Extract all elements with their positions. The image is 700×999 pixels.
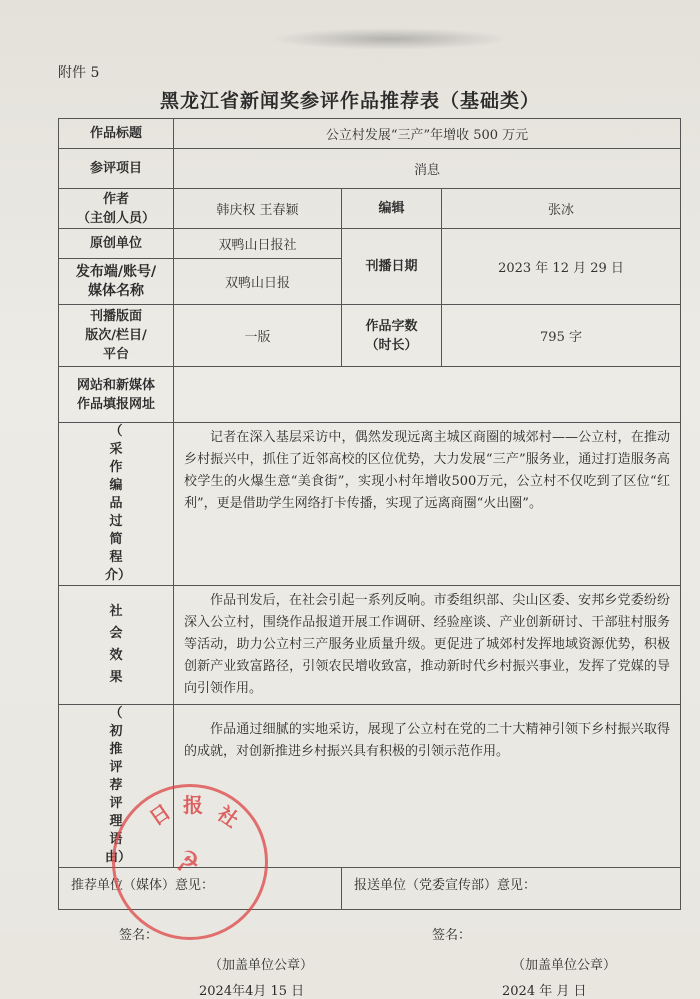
url-label-line2: 作品填报网址 bbox=[76, 396, 155, 412]
submitter-seal-note: （加盖单位公章） bbox=[512, 958, 617, 973]
page-title: 黑龙江省新闻奖参评作品推荐表（基础类） bbox=[159, 90, 540, 112]
row-effect bbox=[59, 586, 681, 705]
recommender-opinion-heading: 推荐单位（媒体）意见： bbox=[71, 878, 215, 893]
words-label-line2: （时长） bbox=[365, 337, 418, 353]
effect-label bbox=[59, 586, 174, 705]
recommendation-form-table bbox=[58, 118, 681, 999]
date-label: 刊播日期 bbox=[342, 229, 442, 305]
category-value: 消息 bbox=[174, 149, 681, 189]
page-value: 一版 bbox=[174, 305, 342, 367]
publish-label bbox=[59, 259, 174, 305]
submitter-sign-label: 签名： bbox=[432, 928, 472, 943]
words-value: 795 字 bbox=[442, 305, 681, 367]
url-value bbox=[174, 367, 681, 423]
seal-char: 日 bbox=[144, 799, 175, 831]
page-label-line1: 刊播版面 bbox=[89, 309, 142, 324]
row-unit bbox=[59, 229, 681, 259]
editor-value: 张冰 bbox=[442, 189, 681, 229]
author-value: 韩庆权 王春颖 bbox=[174, 189, 342, 229]
row-url bbox=[59, 367, 681, 423]
process-text: 记者在深入基层采访中，偶然发现远离主城区商圈的城郊村——公立村，在推动乡村振兴中，抓住了近邻高校的区位优势，大力发展“三产”服务业，通过打造服务高校学生的火爆生意“美食街”，实现小村年增收500万元，公立村不仅吃到了区位“红利”，更是借助学生网络打卡传播，实现了远离商圈“火出圈”。 bbox=[174, 423, 681, 586]
submitter-opinion-heading: 报送单位（党委宣传部）意见： bbox=[354, 878, 537, 893]
author-label-line1: 作者 bbox=[102, 191, 129, 207]
review-label-text: （初推评荐评理语由） bbox=[105, 706, 132, 865]
category-label: 参评项目 bbox=[59, 149, 174, 189]
page-label bbox=[59, 305, 174, 367]
words-label bbox=[342, 305, 442, 367]
url-label-line1: 网站和新媒体 bbox=[76, 377, 155, 393]
unit-value: 双鸭山日报社 bbox=[174, 229, 342, 259]
submitter-date: 2024 年 月 日 bbox=[502, 984, 587, 999]
row-signatures bbox=[59, 868, 681, 910]
process-label-text: （采作编品过简程介） bbox=[105, 424, 132, 583]
effect-text: 作品刊发后，在社会引起一系列反响。市委组织部、尖山区委、安邦乡党委纷纷深入公立村，围绕作品报道开展工作调研、经验座谈、产业创新研讨、干部驻村服务等活动，助力公立村三产服务业质量升级。更促进了城郊村发挥地域资源优势，积极创新产业致富路径，引领农民增收致富，推动新时代乡村振兴事业，发挥了党媒的导向引领作用。 bbox=[174, 586, 681, 705]
recommender-seal-note: （加盖单位公章） bbox=[209, 958, 314, 973]
review-label bbox=[59, 705, 174, 868]
recommender-sign-label: 签名： bbox=[119, 928, 159, 943]
page-label-line3: 平台 bbox=[102, 347, 129, 362]
review-text: 作品通过细腻的实地采访，展现了公立村在党的二十大精神引领下乡村振兴取得的成就，对创新推进乡村振兴具有积极的引领示范作用。 bbox=[174, 705, 681, 868]
row-category bbox=[59, 149, 681, 189]
author-label-line2: （主创人员） bbox=[76, 210, 155, 226]
publish-label-line1: 发布端/账号/ bbox=[75, 263, 157, 280]
row-author bbox=[59, 189, 681, 229]
date-value: 2023 年 12 月 29 日 bbox=[442, 229, 681, 305]
publish-label-line2: 媒体名称 bbox=[88, 282, 144, 299]
author-label bbox=[59, 189, 174, 229]
row-page bbox=[59, 305, 681, 367]
title-label: 作品标题 bbox=[59, 119, 174, 149]
recommender-date: 2024年4月 15 日 bbox=[199, 984, 305, 999]
unit-label: 原创单位 bbox=[59, 229, 174, 259]
page-label-line2: 版次/栏目/ bbox=[85, 328, 147, 343]
title-value: 公立村发展“三产”年增收 500 万元 bbox=[174, 119, 681, 149]
publish-value: 双鸭山日报 bbox=[174, 259, 342, 305]
scan-smudge bbox=[270, 28, 510, 50]
seal-char: 报 bbox=[183, 793, 203, 817]
effect-label-text: 社会效果 bbox=[109, 604, 123, 685]
row-title bbox=[59, 119, 681, 149]
url-label bbox=[59, 367, 174, 423]
seal-emblem-icon: ☭ bbox=[175, 845, 201, 878]
process-label bbox=[59, 423, 174, 586]
row-review bbox=[59, 705, 681, 868]
editor-label: 编辑 bbox=[342, 189, 442, 229]
recommender-opinion-cell bbox=[59, 868, 342, 999]
attachment-number: 附件 5 bbox=[58, 65, 100, 81]
submitter-opinion-cell bbox=[342, 868, 681, 999]
seal-char: 社 bbox=[213, 801, 244, 833]
words-label-line1: 作品字数 bbox=[365, 318, 418, 334]
row-process bbox=[59, 423, 681, 586]
